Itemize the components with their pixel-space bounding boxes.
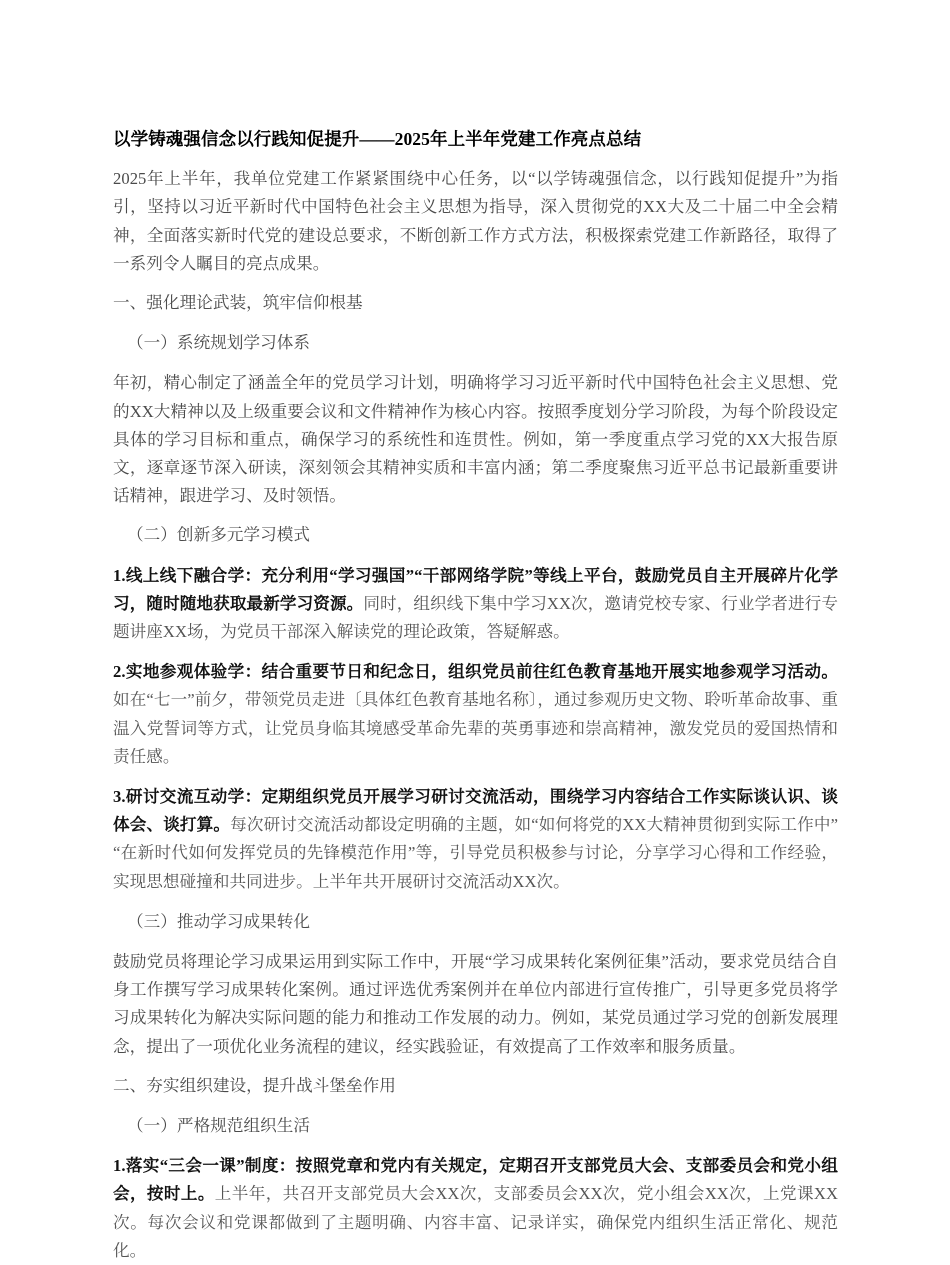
subsection-heading-1-2: （二）创新多元学习模式: [127, 525, 311, 545]
subsection-body-1-1: 年初，精心制定了涵盖全年的党员学习计划，明确将学习习近平新时代中国特色社会主义思想、党的XX大精神以及上级重要会议和文件精神作为核心内容。按照季度划分学习阶段，为每个阶段设定具体的学习目标和重点，确保学习的系统性和连贯性。例如，第一季度重点学习党的XX大报告原文，逐章逐节深入研读，深刻领会其精神实质和丰富内涵；第二季度聚焦习近平总书记最新重要讲话精神，跟进学习、及时领悟。: [113, 373, 838, 506]
page-title: 以学铸魂强信念以行践知促提升——2025年上半年党建工作亮点总结: [113, 129, 642, 149]
subsection-heading-2-1: （一）严格规范组织生活: [127, 1116, 311, 1136]
section-heading-1: 一、强化理论武装，筑牢信仰根基: [113, 292, 363, 312]
list-item-lead: 1.线上线下融合学：充分利用“学习强国”“干部网络学院”等线上平台，鼓励党员自主开展碎片化学习，随时随地获取最新学习资源。: [113, 565, 838, 613]
list-item: [113, 658, 838, 771]
list-item: [113, 1152, 838, 1265]
list-item-body: 每次研讨交流活动都设定明确的主题，如“如何将党的XX大精神贯彻到实际工作中”“在新时代如何发挥党员的先锋模范作用”等，引导党员积极参与讨论，分享学习心得和工作经验，实现思想碰撞和共同进步。上半年共开展研讨交流活动XX次。: [113, 815, 838, 891]
subsection-heading-1-1: （一）系统规划学习体系: [127, 333, 311, 353]
list-item-lead: 2.实地参观体验学：结合重要节日和纪念日，组织党员前往红色教育基地开展实地参观学习活动。: [113, 662, 838, 682]
list-item-body: 上半年，共召开支部党员大会XX次，支部委员会XX次，党小组会XX次，上党课XX次。每次会议和党课都做到了主题明确、内容丰富、记录详实，确保党内组织生活正常化、规范化。: [113, 1184, 838, 1260]
list-item: [113, 783, 838, 896]
list-item-body: 同时，组织线下集中学习XX次，邀请党校专家、行业学者进行专题讲座XX场，为党员干部深入解读党的理论政策，答疑解惑。: [113, 593, 839, 641]
subsection-heading-1-3: （三）推动学习成果转化: [127, 911, 311, 931]
list-item-lead: 3.研讨交流互动学：定期组织党员开展学习研讨交流活动，围绕学习内容结合工作实际谈认识、谈体会、谈打算。: [113, 786, 838, 835]
intro-paragraph: 2025年上半年，我单位党建工作紧紧围绕中心任务，以“以学铸魂强信念，以行践知促提升”为指引，坚持以习近平新时代中国特色社会主义思想为指导，深入贯彻党的XX大及二十届二中全会精神，全面落实新时代党的建设总要求，不断创新工作方式方法，积极探索党建工作新路径，取得了一系列令人瞩目的亮点成果。: [113, 169, 838, 273]
subsection-body-1-3: 鼓励党员将理论学习成果运用到实际工作中，开展“学习成果转化案例征集”活动，要求党员结合自身工作撰写学习成果转化案例。通过评选优秀案例并在单位内部进行宣传推广，引导更多党员将学习成果转化为解决实际问题的能力和推动工作发展的动力。例如，某党员通过学习党的创新发展理念，提出了一项优化业务流程的建议，经实践验证，有效提高了工作效率和服务质量。: [113, 952, 838, 1056]
list-item-lead: 1.落实“三会一课”制度：按照党章和党内有关规定，定期召开支部党员大会、支部委员会和党小组会，按时上。: [113, 1156, 838, 1204]
list-item: [113, 562, 838, 647]
section-heading-2: 二、夯实组织建设，提升战斗堡垒作用: [113, 1075, 396, 1095]
list-item-body: 如在“七一”前夕，带领党员走进〔具体红色教育基地名称〕，通过参观历史文物、聆听革命故事、重温入党誓词等方式，让党员身临其境感受革命先辈的英勇事迹和崇高精神，激发党员的爱国热情和责任感。: [113, 690, 838, 766]
